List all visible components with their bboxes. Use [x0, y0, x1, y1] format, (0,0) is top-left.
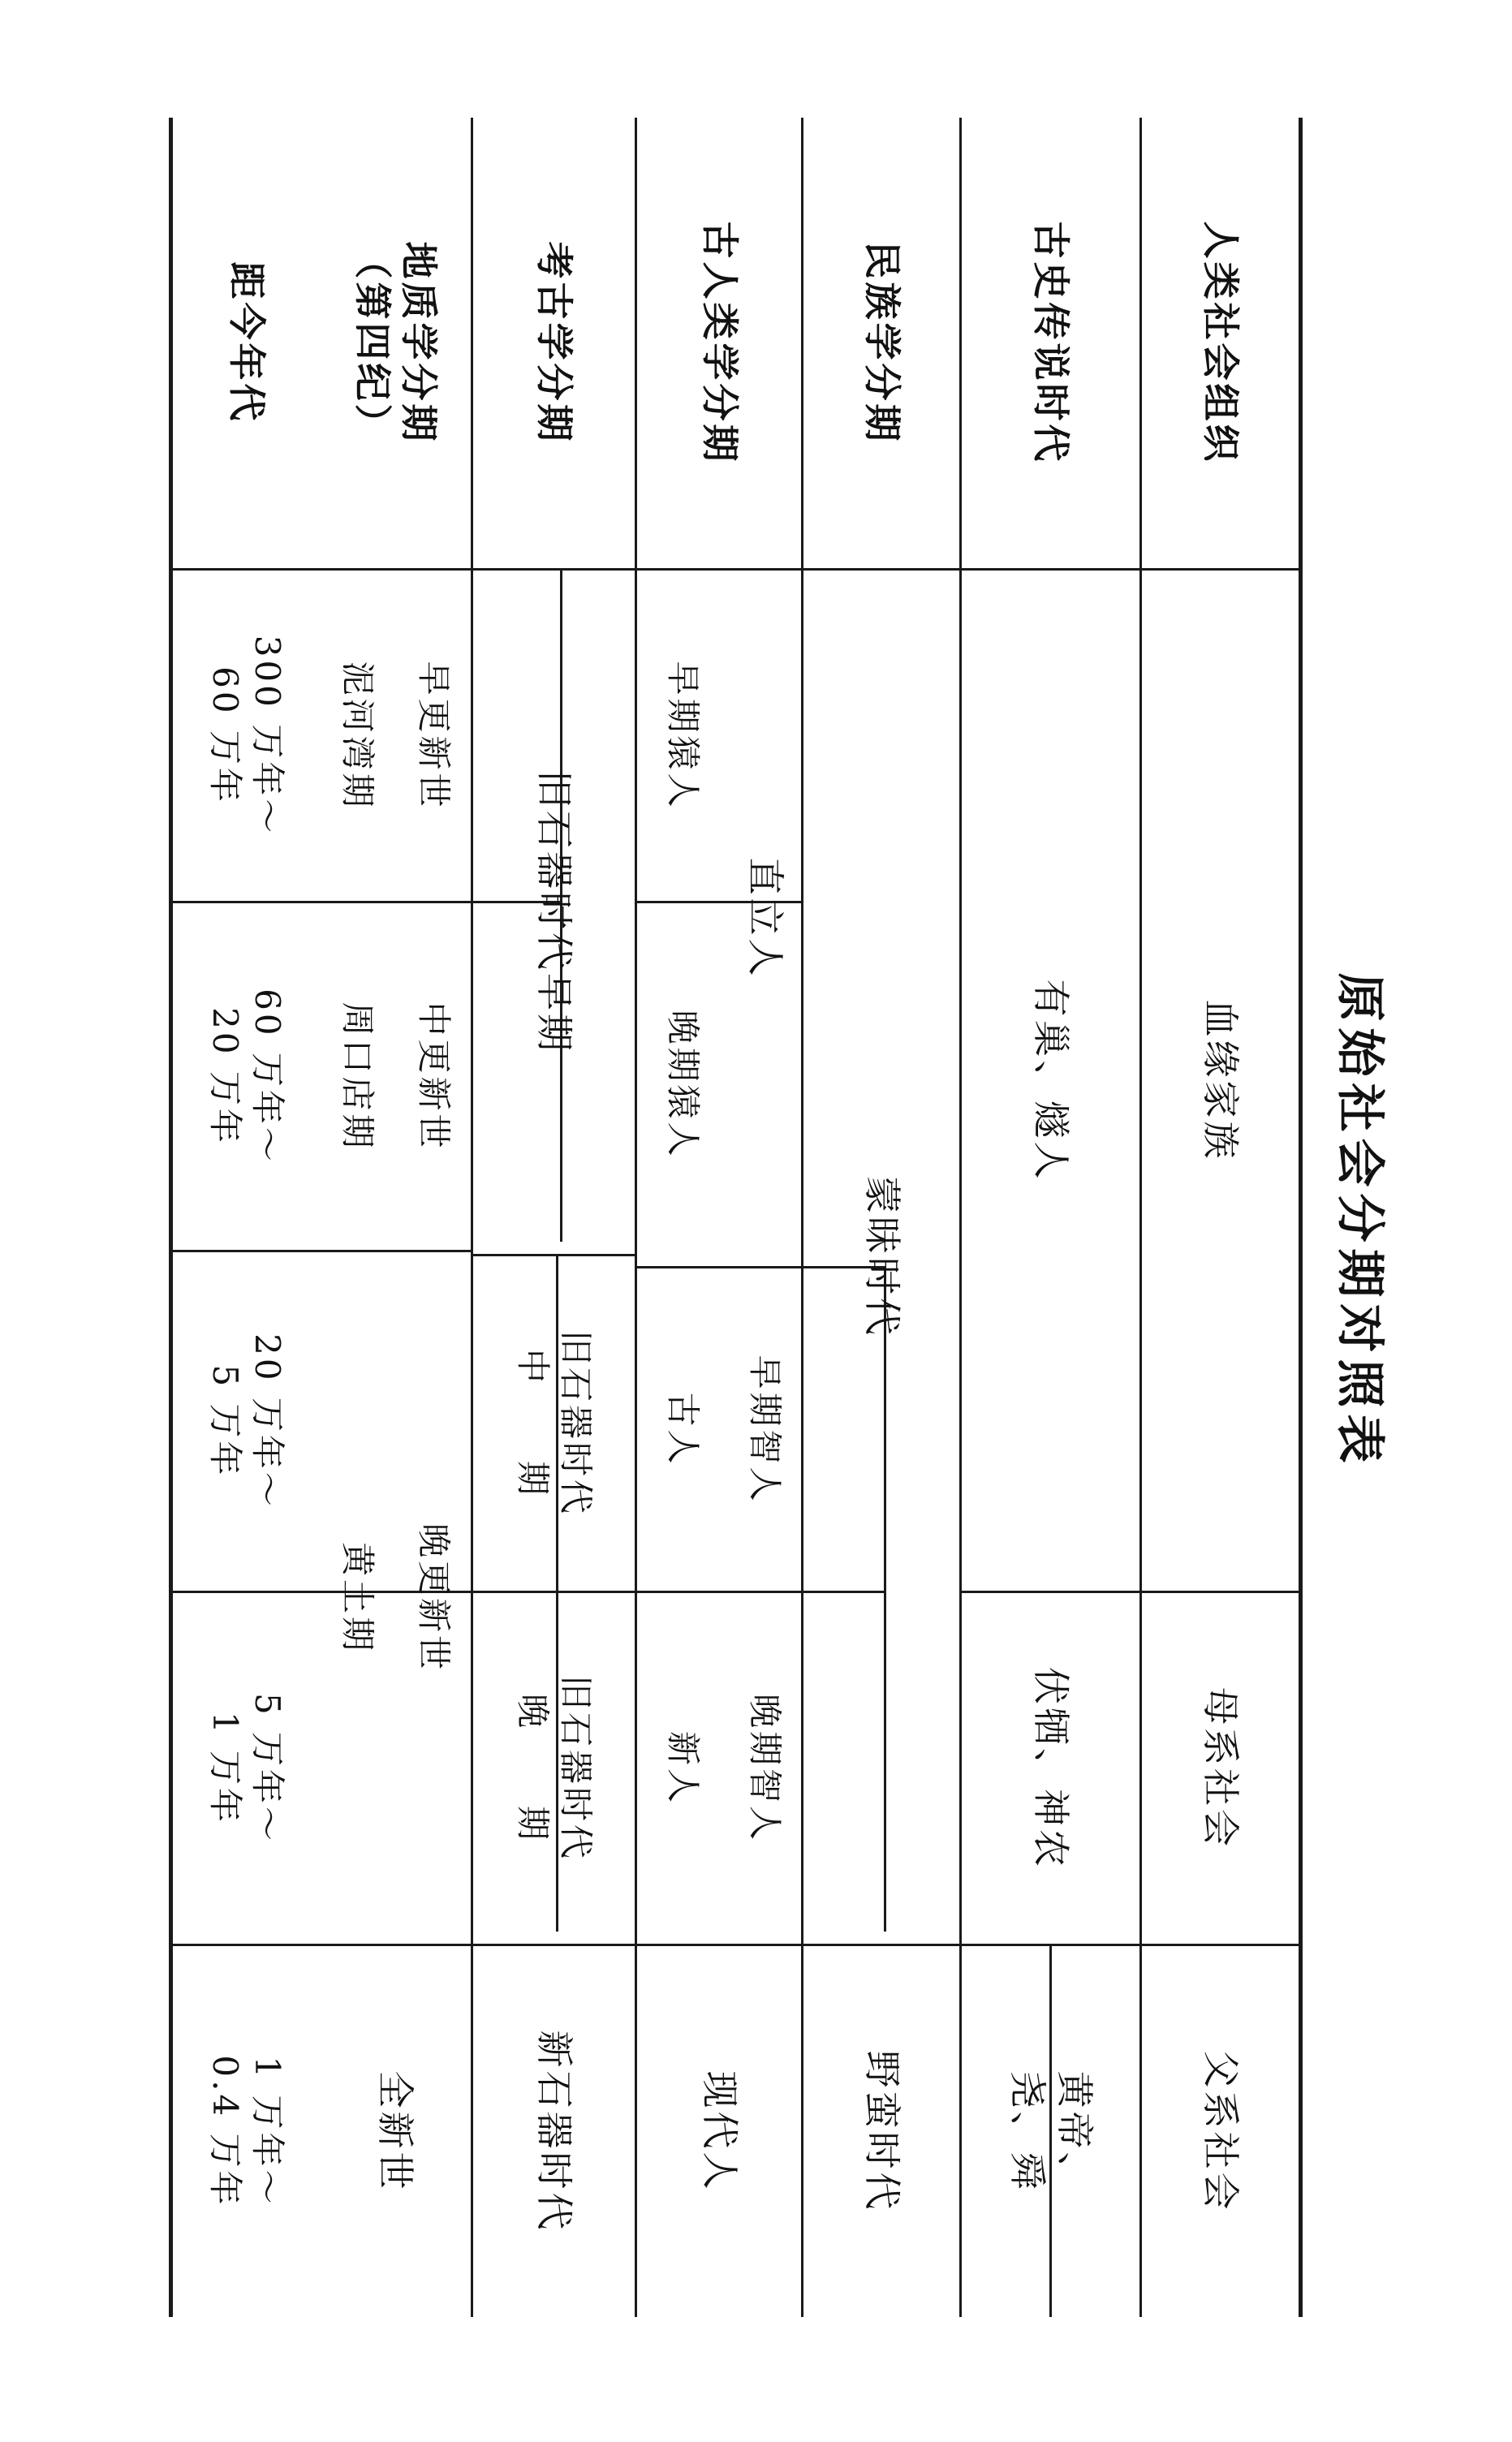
row-header-label: 地质学分期 （第四纪） [351, 241, 442, 445]
row-header-label: 人类社会组织 [1199, 221, 1243, 465]
cell-modern-human [637, 1946, 801, 2317]
row-header-label: 古史传说时代 [1029, 221, 1074, 465]
cell-holocene [319, 1946, 471, 2317]
cell-text: 旧石器时代 晚 期 [513, 1674, 596, 1862]
cell-huangdi-yao-shun [962, 1946, 1139, 2317]
row-header-years-ago [173, 118, 319, 568]
cell-text: 早更新世 [413, 661, 454, 811]
cell-zhoukoudian [319, 903, 395, 1250]
row-header-label: 距今年代 [224, 261, 269, 424]
cell-text: 黄帝、 尧、舜 [1006, 2070, 1096, 2193]
cell-barbarism [803, 1946, 959, 2317]
cell-text: 父系社会 [1199, 2050, 1243, 2213]
cell-text: 全新世 [373, 2070, 418, 2193]
cell-text: 有巢、燧人 [1029, 979, 1074, 1182]
cell-text: 伏牺、神农 [1029, 1667, 1074, 1870]
cell-text: 早期猿人 [663, 661, 704, 811]
cell-late-sapiens [728, 1593, 801, 1944]
cell-middle-paleolithic [473, 1256, 635, 1591]
cell-matriarchal [1142, 1593, 1299, 1944]
cell-years-5-1 [173, 1593, 319, 1944]
cell-late-pleistocene [395, 1252, 471, 1944]
cell-youchao-suiren [962, 571, 1139, 1591]
cell-text: 20 万年～ 5 万年 [205, 1333, 288, 1510]
cell-text: 晚期猿人 [663, 1010, 704, 1160]
cell-fuxi-shennong [962, 1593, 1139, 1944]
cell-text: 早期智人 [745, 1355, 786, 1505]
cell-years-20-5 [173, 1252, 319, 1591]
cell-text: 5 万年～ 1 万年 [205, 1692, 288, 1845]
cell-blood-family [1142, 571, 1299, 1591]
cell-text: 晚期智人 [745, 1693, 786, 1843]
cell-homo-erectus [728, 571, 801, 1266]
cell-text: 中更新世 [413, 1001, 454, 1152]
cell-new-human [637, 1593, 728, 1944]
cell-years-60-20 [173, 903, 319, 1250]
cell-text: 60 万年～ 20 万年 [205, 988, 288, 1165]
cell-text: 泥河湾期 [338, 661, 378, 811]
cell-late-paleolithic [473, 1593, 635, 1944]
cell-text: 新石器时代 [532, 2030, 577, 2233]
row-header-social-organization [1142, 118, 1299, 568]
cell-neolithic [473, 1946, 635, 2317]
row-header-geology [320, 118, 471, 568]
cell-years-1-04 [173, 1946, 319, 2317]
cell-text: 母系社会 [1199, 1687, 1243, 1850]
cell-text: 晚更新世 [413, 1522, 454, 1673]
cell-middle-pleistocene [395, 903, 471, 1250]
row-header-label: 考古学分期 [532, 241, 577, 445]
cell-text: 黄土期 [338, 1541, 378, 1654]
row-header-paleoanthropology [637, 118, 801, 568]
cell-text: 野蛮时代 [859, 2050, 904, 2213]
cell-text: 直立人 [743, 857, 787, 980]
cell-patriarchal [1142, 1946, 1299, 2317]
row-header-legend-era [962, 118, 1139, 568]
cell-text: 旧石器时代早期 [532, 770, 577, 1054]
cell-early-paleolithic [473, 571, 635, 1254]
cell-early-pleistocene [395, 571, 471, 901]
page-title: 原始社会分期对照表 [1331, 972, 1388, 1470]
cell-text: 周口店期 [338, 1001, 378, 1152]
cell-early-apeman [637, 571, 728, 901]
row-header-label: 民族学分期 [859, 241, 904, 445]
cell-text: 1 万年～ 0.4 万年 [205, 2055, 288, 2208]
cell-nihewan [319, 571, 395, 901]
cell-text: 蒙昧时代 [859, 1176, 904, 1338]
cell-text: 旧石器时代 中 期 [513, 1329, 596, 1517]
cell-archaic-human [637, 1268, 728, 1591]
cell-early-sapiens [728, 1268, 801, 1591]
cell-loess [319, 1252, 395, 1944]
row-header-label: 古人类学分期 [697, 221, 742, 465]
cell-savagery [803, 571, 959, 1944]
cell-text: 现代人 [697, 2070, 742, 2193]
cell-late-apeman [637, 903, 728, 1266]
row-header-ethnology [803, 118, 959, 568]
cell-text: 300 万年～ 60 万年 [205, 635, 288, 837]
table-rule [1299, 118, 1303, 2317]
row-header-archaeology [473, 118, 635, 568]
cell-text: 新人 [663, 1730, 704, 1806]
cell-years-300-60 [173, 571, 319, 901]
cell-text: 血缘家族 [1199, 999, 1243, 1162]
cell-text: 古人 [663, 1392, 704, 1467]
